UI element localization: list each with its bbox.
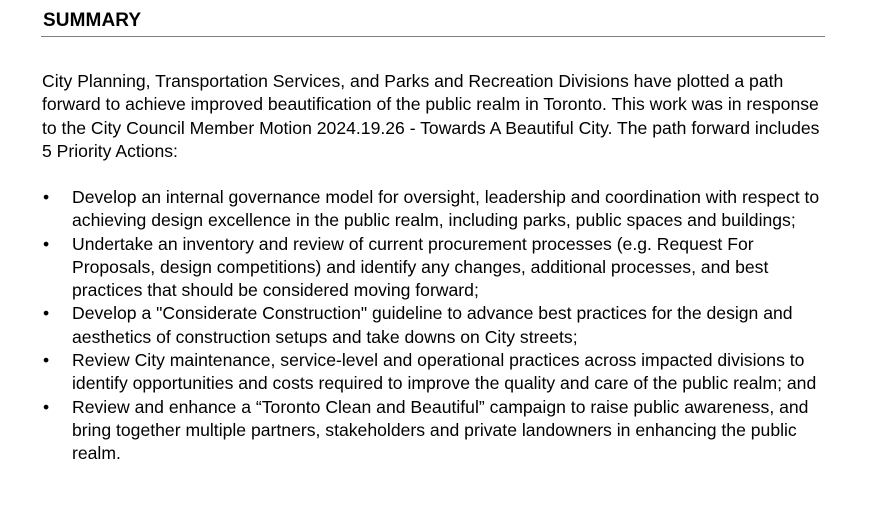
section-heading-text: SUMMARY [43,10,142,31]
priority-action-text: Develop a "Considerate Construction" guideline to advance best practices for the design and aesthetics of construction setups and take downs on City streets; [72,303,793,347]
priority-action-item [42,233,832,303]
priority-action-text: Review City maintenance, service-level and operational practices across impacted divisions to identify opportunities and costs required to improve the quality and care of the public realm; and [72,350,817,394]
priority-action-text: Develop an internal governance model for oversight, leadership and coordination with respect to achieving design excellence in the public realm, including parks, public spaces and buildings; [72,187,820,231]
priority-action-text: Review and enhance a “Toronto Clean and Beautiful” campaign to raise public awareness, and bring together multiple partners, stakeholders and private landowners in enhancing the public realm. [72,396,809,464]
bullet-icon: • [43,233,50,254]
priority-action-item [42,186,832,233]
bullet-icon: • [43,396,50,417]
priority-actions-list [42,186,832,466]
priority-action-item [42,396,832,466]
priority-action-text: Undertake an inventory and review of current procurement processes (e.g. Request For Proposals, design competitions) and identify any changes, additional processes, and best practices that should be considered moving forward; [72,233,769,301]
bullet-icon: • [43,303,50,324]
section-heading [41,8,825,37]
priority-action-item [42,349,832,396]
priority-action-item [42,302,832,349]
bullet-icon: • [43,187,50,207]
intro-paragraph: City Planning, Transportation Services, and Parks and Recreation Divisions have plotted a path forward to achieve improved beautification of the public realm in Toronto. This work was in response to the City Council Member Motion 2024.19.26 - Towards A Beautiful City. The path forward includes 5 Priority Actions: [42,71,820,161]
bullet-icon: • [43,350,50,371]
